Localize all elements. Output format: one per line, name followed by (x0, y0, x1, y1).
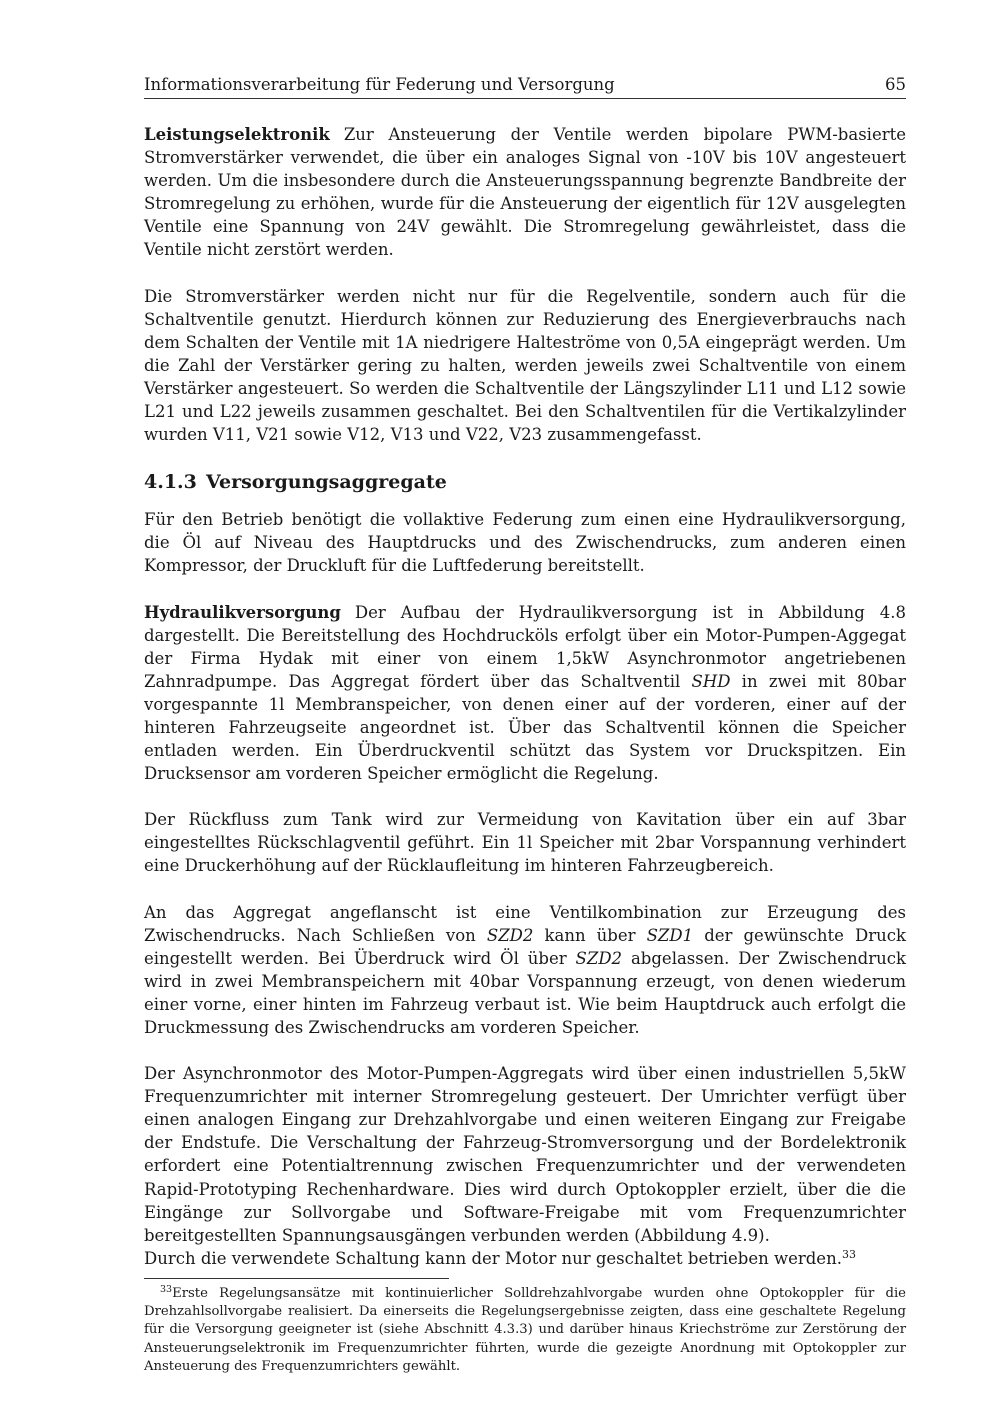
section-number: 4.1.3 (144, 471, 197, 494)
symbol-shd: SHD (691, 671, 731, 691)
paragraph-text: Durch die verwendete Schaltung kann der Motor nur geschaltet betrieben werden. (144, 1248, 842, 1268)
document-page (144, 74, 906, 1376)
footnote-reference[interactable]: 33 (841, 1247, 856, 1261)
paragraph-intro (144, 508, 906, 577)
paragraph-text: Zur Ansteuerung der Ventile werden bipolare PWM-basierte Stromverstärker verwendet, die über ein analoges Signal von -10V bis 10V angesteuert werden. Um die insbesondere durch die Ansteuerungsspannung begrenzte Bandbreite der Stromregelung zu erhöhen, wurde für die Ansteuerung der eigentlich für 12V ausgelegten Ventile eine Spannung von 24V gewählt. Die Stromregelung gewährleistet, dass die Ventile nicht zerstört werden. (144, 125, 906, 260)
paragraph-leistungselektronik (144, 123, 906, 262)
paragraph-heading: Leistungselektronik (144, 125, 330, 144)
footnote-number: 33 (160, 1283, 173, 1295)
running-header (144, 74, 906, 99)
paragraph-text: Für den Betrieb benötigt die vollaktive Federung zum einen eine Hydraulikversorgung, die Öl auf Niveau des Hauptdrucks und des Zwischendrucks, zum anderen einen Kompressor, der Druckluft für die Luftfederung bereitstellt. (144, 510, 906, 576)
paragraph-hydraulikversorgung (144, 601, 906, 786)
paragraph-text: der gewünschte Druck eingestellt werden. Bei Überdruck wird Öl über (144, 925, 907, 968)
header-title: Informationsverarbeitung für Federung und Versorgung (144, 75, 615, 94)
paragraph-text: abgelassen. Der Zwischendruck wird in zwei Membranspeichern mit 40bar Vorspannung erzeugt, von denen wiederum einer vorne, einer hinten im Fahrzeug verbaut ist. Wie beim Hauptdruck auch erfolgt die Druckmessung des Zwischendrucks am vorderen Speicher. (144, 948, 906, 1037)
paragraph-zwischendruck (144, 901, 906, 1040)
symbol-szd2: SZD2 (486, 925, 534, 945)
symbol-szd1: SZD1 (646, 925, 694, 945)
paragraph-rueckfluss (144, 808, 906, 877)
page-number: 65 (885, 75, 906, 94)
footnote (144, 1285, 906, 1376)
symbol-szd2: SZD2 (575, 948, 623, 968)
paragraph-text: Der Aufbau der Hydraulikversorgung ist in Abbildung 4.8 dargestellt. Die Bereitstellung des Hochdrucköls erfolgt über ein Motor-Pumpen-Aggegat der Firma Hydak mit einer von einem 1,5kW Asynchronmotor angetriebenen Zahnradpumpe. Das Aggregat fördert über das Schaltventil (144, 602, 906, 691)
paragraph-text: Der Rückfluss zum Tank wird zur Vermeidung von Kavitation über ein auf 3bar eingestelltes Rückschlagventil geführt. Ein 1l Speicher mit 2bar Vorspannung verhindert eine Druckerhöhung auf der Rücklaufleitung im hinteren Fahrzeugbereich. (144, 810, 906, 876)
section-heading (144, 470, 906, 494)
paragraph-text: Der Asynchronmotor des Motor-Pumpen-Aggregats wird über einen industriellen 5,5kW Frequenzumrichter mit interner Stromregelung gesteuert. Der Umrichter verfügt über einen analogen Eingang zur Drehzahlvorgabe und einen weiteren Eingang zur Freigabe der Endstufe. Die Verschaltung der Fahrzeug-Stromversorgung und der Bordelektronik erfordert eine Potentialtrennung zwischen Frequenzumrichter und der verwendeten Rapid-Prototyping Rechenhardware. Dies wird durch Optokoppler erzielt, über die die Eingänge zur Sollvorgabe und Software-Freigabe mit vom Frequenzumrichter bereitgestellten Spannungsausgängen verbunden werden (Abbildung 4.9). (144, 1064, 906, 1245)
paragraph-text: Die Stromverstärker werden nicht nur für die Regelventile, sondern auch für die Schaltventile genutzt. Hierdurch können zur Reduzierung des Energieverbrauchs nach dem Schalten der Ventile mit 1A niedrigere Halteströme von 0,5A eingeprägt werden. Um die Zahl der Verstärker gering zu halten, werden jeweils zwei Schaltventile von einem Verstärker angesteuert. So werden die Schaltventile der Längszylinder L11 und L12 sowie L21 und L22 jeweils zusammen geschaltet. Bei den Schaltventilen für die Vertikalzylinder wurden V11, V21 sowie V12, V13 und V22, V23 zusammengefasst. (144, 286, 906, 445)
paragraph-text: An das Aggregat angeflanscht ist eine Ventilkombination zur Erzeugung des Zwischendrucks. Nach Schließen von (144, 902, 906, 945)
paragraph-heading: Hydraulikversorgung (144, 602, 341, 622)
paragraph-text: kann über (533, 925, 647, 945)
paragraph-asynchronmotor (144, 1062, 906, 1247)
footnote-divider (144, 1278, 449, 1279)
body-text (144, 123, 906, 1376)
paragraph-schaltung (144, 1247, 906, 1270)
section-title: Versorgungsaggregate (206, 471, 447, 494)
paragraph-stromverstaerker (144, 285, 906, 447)
paragraph-text: in zwei mit 80bar vorgespannte 1l Membranspeicher, von denen einer auf der vorderen, einer auf der hinteren Fahrzeugseite angeordnet ist. Über das Schaltventil können die Speicher entladen werden. Ein Überdruckventil schützt das System vor Druckspitzen. Ein Drucksensor am vorderen Speicher ermöglicht die Regelung. (144, 671, 907, 784)
footnote-text: Erste Regelungsansätze mit kontinuierlicher Solldrehzahlvorgabe wurden ohne Optokoppler für die Drehzahlsollvorgabe realisiert. Da einerseits die Regelungsergebnisse zeigten, dass eine geschaltete Regelung für die Versorgung geeigneter ist (siehe Abschnitt 4.3.3) und darüber hinaus Kriechströme zur Zerstörung der Ansteuerungselektronik im Frequenzumrichter führten, wurde die gezeigte Anordnung mit Optokoppler zur Ansteuerung des Frequenzumrichters gewählt. (144, 1285, 906, 1374)
